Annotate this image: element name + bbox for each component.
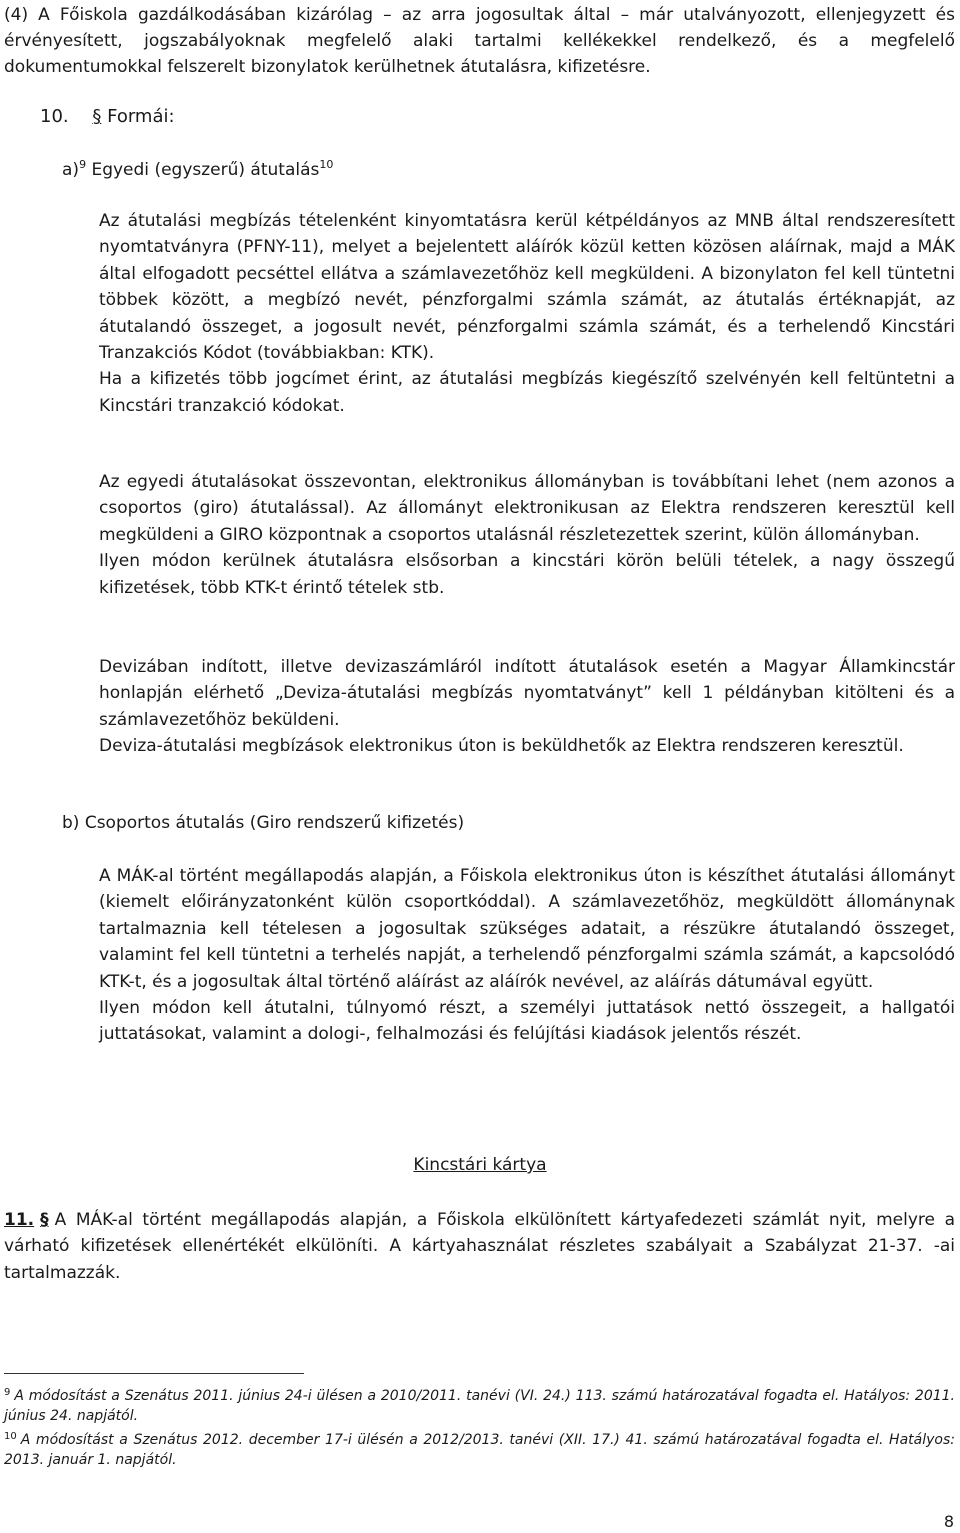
paragraph-foreign-currency: Devizában indított, illetve devizaszámláról indított átutalások esetén a Magyar Államkincstár honlapján elérhető „Deviza-átutalási megbízás nyomtatványt” kell 1 példányban kitölteni és a számlavezetőhöz beküldeni. Deviza-átutalási megbízások elektronikus úton is beküldhetők az Elektra rendszeren keresztül. bbox=[99, 657, 955, 757]
paragraph-giro: A MÁK-al történt megállapodás alapján, a Főiskola elektronikus úton is készíthet átutalási állományt (kiemelt előirányzatonként külön csoportkóddal). A számlavezetőhöz, megküldött állománynak tartalmaznia kell tételesen a jogosultak szükséges adatait, a részükre átutalandó összeget, valamint fel kell tüntetni a terhelés napját, a terhelendő pénzforgalmi számla számát, a kapcsolódó KTK-t, és a jogosultak által történő aláírást az aláírók nevével, az aláírás dátumával együtt. Ilyen módon kell átutalni, túlnyomó részt, a személyi juttatások nettó összegeit, a hallgatói juttatásokat, valamint a dologi-, felhalmozási és felújítási kiadások jelentős részét. bbox=[99, 866, 955, 1045]
treasury-card-heading: Kincstári kártya bbox=[413, 1155, 547, 1175]
section-symbol: § bbox=[40, 1210, 49, 1230]
section-10-number: 10. bbox=[40, 106, 69, 127]
paragraph-electronic-batch: Az egyedi átutalásokat összevontan, elektronikus állományban is továbbítani lehet (nem azonos a csoportos (giro) átutalással). Az állományt elektronikusan az Elektra rendszeren keresztül kell megküldeni a GIRO központnak a csoportos utalásnál részletezettek szerint, külön állományban. Ilyen módon kerülnek átutalásra elsősorban a kincstári körön belüli tételek, a nagy összegű kifizetések, több KTK-t érintő tételek stb. bbox=[99, 472, 955, 598]
subheading-a-label: a) bbox=[62, 160, 80, 180]
footnote-10 bbox=[4, 1427, 955, 1470]
footnote-separator bbox=[4, 1373, 304, 1374]
section-11-text: A MÁK-al történt megállapodás alapján, a Főiskola elkülönített kártyafedezeti számlát nyit, melyre a várható kifizetések ellenértékét elkülöníti. A kártyahasználat részletes szabályait a Szabályzat 21-37. -ai tartalmazzák. bbox=[4, 1210, 955, 1283]
footnote-9-ref: 9 bbox=[4, 1387, 11, 1398]
subheading-a bbox=[62, 158, 333, 180]
footnote-10-text: A módosítást a Szenátus 2012. december 17-i ülésén a 2012/2013. tanévi (XII. 17.) 41. számú határozatával fogadta el. Hatályos: 2013. január 1. napjától. bbox=[4, 1432, 955, 1468]
section-10-title: Formái: bbox=[107, 106, 175, 127]
intro-paragraph: (4) A Főiskola gazdálkodásában kizárólag – az arra jogosultak által – már utalványozott, ellenjegyzett és érvényesített, jogszabályoknak megfelelő alaki tartalmi kellékekkel rendelkező, és a megfelelő dokumentumokkal felszerelt bizonylatok kerülhetnek átutalásra, kifizetésre. bbox=[4, 5, 955, 77]
footnote-9-text: A módosítást a Szenátus 2011. június 24-i ülésen a 2010/2011. tanévi (VI. 24.) 113. számú határozatával fogadta el. Hatályos: 2011. június 24. napjától. bbox=[4, 1388, 955, 1424]
page-number: 8 bbox=[943, 1512, 954, 1531]
subheading-b: b) Csoportos átutalás (Giro rendszerű kifizetés) bbox=[62, 813, 465, 833]
subheading-a-title: Egyedi (egyszerű) átutalás bbox=[91, 160, 320, 180]
footnote-9 bbox=[4, 1383, 955, 1426]
section-11-paragraph bbox=[4, 1207, 955, 1286]
footnote-ref-9: 9 bbox=[79, 158, 87, 171]
footnote-10-ref: 10 bbox=[4, 1431, 17, 1442]
paragraph-transfer-order: Az átutalási megbízás tételenként kinyomtatásra kerül kétpéldányos az MNB által rendszeresített nyomtatványra (PFNY-11), melyet a bejelentett aláírók közül ketten közösen aláírnak, majd a MÁK által elfogadott pecséttel ellátva a számlavezetőhöz kell megküldeni. A bizonylaton fel kell tüntetni többek között, a megbízó nevét, pénzforgalmi számla számát, az átutalás értéknapját, az átutalandó összeget, a jogosult nevét, pénzforgalmi számla számát, és a terhelendő Kincstári Tranzakciós Kódot (továbbiakban: KTK). Ha a kifizetés több jogcímet érint, az átutalási megbízás kiegészítő szelvényén kell feltüntetni a Kincstári tranzakció kódokat. bbox=[99, 211, 955, 416]
section-10-heading bbox=[40, 106, 175, 127]
section-11-number: 11. bbox=[4, 1210, 35, 1230]
section-symbol: § bbox=[92, 106, 102, 127]
footnote-ref-10: 10 bbox=[319, 158, 334, 171]
